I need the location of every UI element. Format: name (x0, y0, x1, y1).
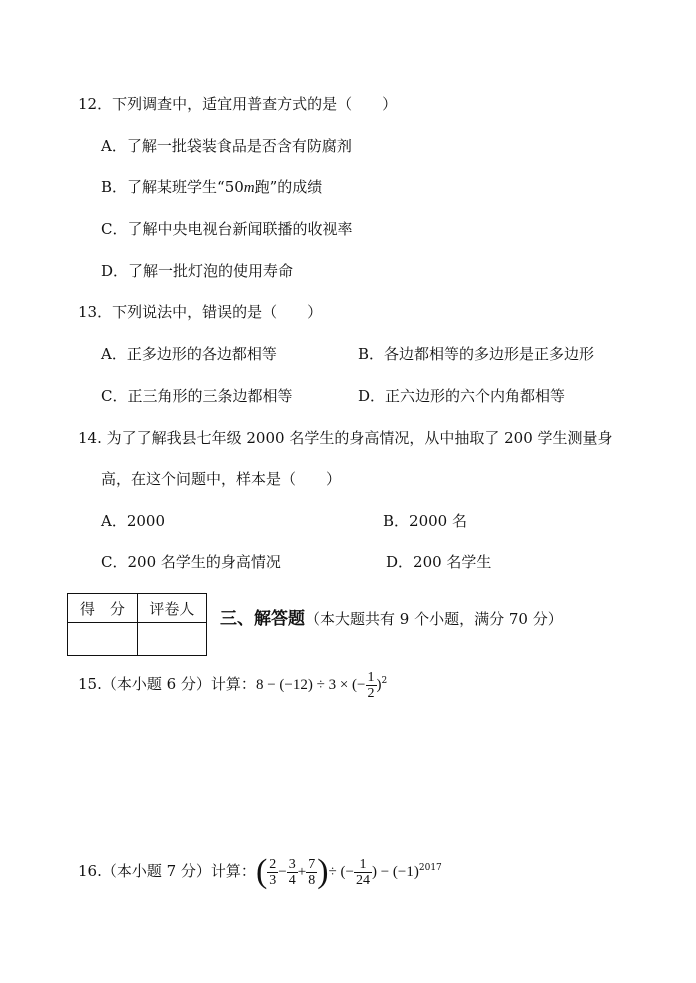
q16-frac2-num: 3 (288, 856, 296, 872)
section-subtitle: （本大题共有 9 个小题，满分 70 分） (305, 610, 563, 628)
q16-frac4 (354, 857, 372, 888)
q13-option-a: A．正多边形的各边都相等 (101, 345, 277, 363)
q15-frac-den: 2 (367, 685, 375, 701)
q15-expr-b: ) (376, 677, 382, 693)
score-table (67, 593, 207, 656)
section-heading (220, 609, 563, 629)
q13-option-c: C．正三角形的三条边都相等 (101, 387, 293, 405)
q16-frac2-den: 4 (288, 872, 296, 888)
q16-frac3 (306, 857, 317, 888)
q12-option-b (101, 177, 322, 198)
q14-stem-line2: 高，在这个问题中，样本是（ ） (101, 470, 342, 488)
q16-frac2 (287, 857, 298, 888)
q16-frac3-den: 8 (308, 872, 316, 888)
q14-option-a: A．2000 (101, 512, 166, 530)
q16-div: ÷ (− (328, 864, 354, 880)
q12-option-a: A．了解一批袋装食品是否含有防腐剂 (101, 137, 352, 155)
q12-option-d: D．了解一批灯泡的使用寿命 (101, 262, 294, 280)
q16-frac4-num: 1 (354, 857, 372, 873)
q16-right-paren: ) (317, 853, 329, 890)
q15-expr-a: 8 − (−12) ÷ 3 × (− (255, 677, 366, 693)
q15-frac-num: 1 (367, 669, 375, 685)
q16-frac1-num: 2 (269, 856, 277, 872)
q16-exponent: 2017 (418, 863, 442, 873)
q16-frac3-num: 7 (308, 856, 316, 872)
q12-stem: 12．下列调查中，适宜用普查方式的是（ ） (78, 95, 398, 113)
q16-op2: + (297, 864, 307, 880)
q12-option-b-pre: B．了解某班学生“50 (101, 178, 244, 196)
q13-option-d: D．正六边形的六个内角都相等 (358, 387, 566, 405)
section-title: 三、解答题 (220, 609, 305, 629)
q16-tail: ) − (−1) (371, 864, 419, 880)
q15-label: 15.（本小题 6 分）计算： (78, 675, 256, 693)
q13-stem: 13．下列说法中，错误的是（ ） (78, 303, 323, 321)
q14-option-d: D．200 名学生 (386, 553, 492, 571)
q16-frac1 (267, 857, 278, 888)
q16-op1: − (278, 864, 287, 880)
q12-option-b-unit: m (243, 180, 255, 196)
q16-frac4-den: 24 (355, 872, 370, 888)
q14-option-c: C．200 名学生的身高情况 (101, 553, 281, 571)
score-cell[interactable] (68, 623, 138, 656)
q14-option-b: B．2000 名 (383, 512, 467, 530)
score-header: 得 分 (68, 594, 138, 623)
q16-line (78, 848, 442, 892)
q13-option-b: B．各边都相等的多边形是正多边形 (358, 345, 595, 363)
q16-label: 16.（本小题 7 分）计算： (78, 862, 256, 880)
q12-option-b-post: 跑”的成绩 (254, 178, 323, 196)
q12-option-c: C．了解中央电视台新闻联播的收视率 (101, 220, 353, 238)
q15-fraction (366, 670, 377, 701)
grader-cell[interactable] (137, 623, 206, 656)
q14-stem-line1: 14. 为了了解我县七年级 2000 名学生的身高情况，从中抽取了 200 学生测量身 (78, 429, 613, 447)
grader-header: 评卷人 (137, 594, 206, 623)
q16-frac1-den: 3 (269, 872, 277, 888)
q15-exponent: 2 (381, 676, 388, 686)
q15-line (78, 664, 387, 702)
q16-left-paren: ( (255, 853, 268, 890)
